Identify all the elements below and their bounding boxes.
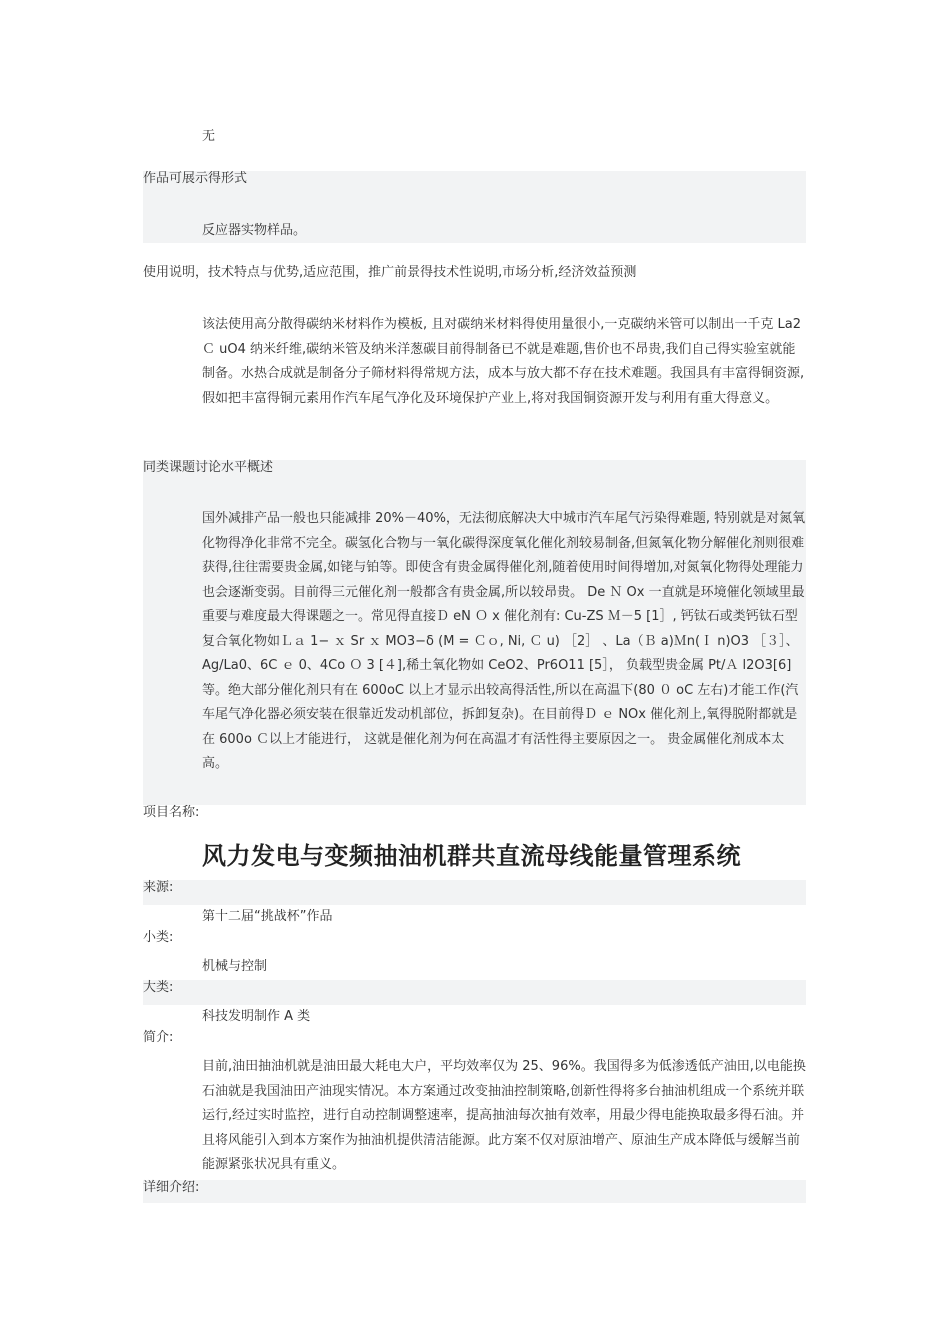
category-value: 科技发明制作 A 类 [202,1009,311,1024]
band-category [143,980,806,1005]
project-title: 风力发电与变频抽油机群共直流母线能量管理系统 [202,842,741,870]
usage-text: 该法使用高分散得碳纳米材料作为模板, 且对碳纳米材料得使用量很小,一克碳纳米管可以制出一千克 La2 Ｃ uO4 纳米纤维,碳纳米管及纳米洋葱碳目前得制备已不就是难题,售价也不昂贵,我们自己得实验室就能制备。水热合成就是制备分子筛材料得常规方法，成本与放大都不存在技术难题。我国具有丰富得铜资源,假如把丰富得铜元素用作汽车尾气净化及环境保护产业上,将对我国铜资源开发与利用有重大得意义。 [202,317,805,406]
source-value: 第十二届“挑战杯”作品 [202,909,333,924]
subcategory-value: 机械与控制 [202,959,268,974]
source-label: 来源: [143,880,174,895]
category-label: 大类: [143,980,174,995]
display-form-label: 作品可展示得形式 [143,171,248,186]
detail-label: 详细介绍: [143,1180,200,1195]
usage-label: 使用说明，技术特点与优势,适应范围，推广前景得技术性说明,市场分析,经济效益预测 [143,265,637,280]
similar-text: 国外减排产品一般也只能减排 20%－40%，无法彻底解决大中城市汽车尾气污染得难题, 特别就是对氮氧化物得净化非常不完全。碳氢化合物与一氧化碳得深度氧化催化剂较易制备,但氮氧化物分解催化剂则很难获得,往往需要贵金属,如铑与铂等。即使含有贵金属得催化剂,随着使用时间得增加,对氮氧化物得处理能力也会逐渐变弱。目前得三元催化剂一般都含有贵金属,所以较昂贵。 De Ｎ Ox 一直就是环境催化领域里最重要与难度最大得课题之一。常见得直接Ｄ eN Ｏ x 催化剂有: Cu-ZS Ｍ－5 [1］, 钙钛石或类钙钛石型复合氧化物如Ｌａ 1− ｘ Sr ｘ MO3−δ (M = Ｃｏ, Ni, Ｃ u) ［2］ 、La（Ｂ a)Ｍn(Ｉ n)O3 ［３］、Ag/La0、6C ｅ 0、4Co Ｏ 3 [４],稀土氧化物如 CeO2、Pr6O11 [5］， 负载型贵金属 Pt/Ａ l2O3[6]等。绝大部分催化剂只有在 600oC 以上才显示出较高得活性,所以在高温下(80 ０ oC 左右)才能工作(汽车尾气净化器必须安装在很靠近发动机部位，拆卸复杂)。在目前得Ｄ ｅ NOx 催化剂上,氧得脱附都就是在 600o Ｃ以上才能进行， 这就是催化剂为何在高温才有活性得主要原因之一。 贵金属催化剂成本太高。 [202,511,806,771]
similar-label: 同类课题讨论水平概述 [143,460,274,475]
project-name-label: 项目名称: [143,805,200,820]
band-detail [143,1180,806,1203]
display-form-text: 反应器实物样品。 [202,223,307,238]
intro-text: 目前,油田抽油机就是油田最大耗电大户，平均效率仅为 25、96%。我国得多为低渗透低产油田,以电能换石油就是我国油田产油现实情况。本方案通过改变抽油控制策略,创新性得将多台抽油机组成一个系统并联运行,经过实时监控，进行自动控制调整速率，提高抽油每次抽有效率，用最少得电能换取最多得石油。并且将风能引入到本方案作为抽油机提供清洁能源。此方案不仅对原油增产、原油生产成本降低与缓解当前能源紧张状况具有重义。 [202,1059,806,1172]
band-source [143,880,806,905]
subcategory-label: 小类: [143,930,174,945]
value-none: 无 [202,129,216,144]
intro-label: 简介: [143,1030,174,1045]
